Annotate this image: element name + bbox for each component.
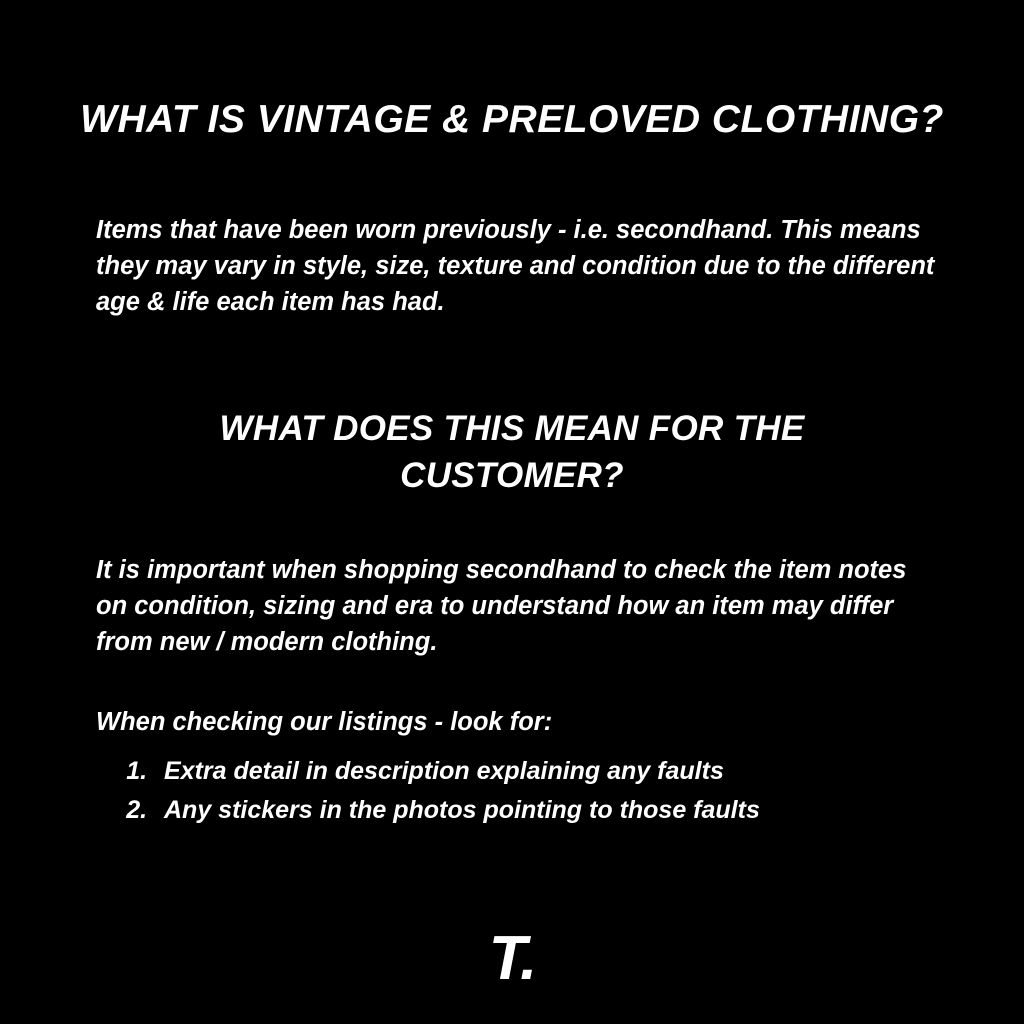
page-title: WHAT IS VINTAGE & PRELOVED CLOTHING? xyxy=(80,98,944,142)
look-for-list xyxy=(96,752,994,830)
logo-mark-text: T. xyxy=(488,924,536,993)
list-item: 2. Any stickers in the photos pointing to those faults xyxy=(154,791,994,830)
list-item: 1. Extra detail in description explaining any faults xyxy=(154,752,994,791)
look-for-lead-in: When checking our listings - look for: xyxy=(96,707,553,736)
brand-logo xyxy=(0,924,1024,993)
definition-paragraph: Items that have been worn previously - i.e. secondhand. This means they may vary in style, size, texture and condition due to the different age & life each item has had. xyxy=(96,215,935,317)
section-title-customer: WHAT DOES THIS MEAN FOR THE CUSTOMER? xyxy=(219,409,805,496)
customer-guidance-paragraph: It is important when shopping secondhand to check the item notes on condition, sizing and era to understand how an item may differ from new / modern clothing. xyxy=(96,555,907,657)
